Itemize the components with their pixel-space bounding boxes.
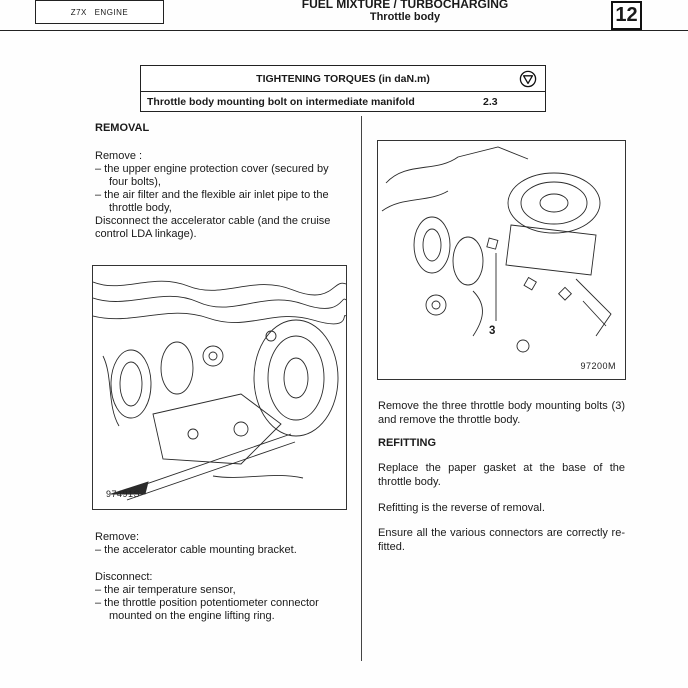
header-divider bbox=[0, 30, 688, 31]
remove-intro: Remove : bbox=[95, 150, 143, 162]
figure-reference: 97491S bbox=[106, 489, 141, 499]
torque-table-header bbox=[141, 66, 545, 92]
connectors-para: Ensure all the various connectors are correctly re-fitted. bbox=[378, 527, 625, 553]
engine-bay-drawing bbox=[93, 266, 346, 509]
remove-item: – the upper engine protection cover (secured by four bolts), bbox=[95, 163, 329, 188]
refitting-heading: REFITTING bbox=[378, 437, 437, 449]
column-divider bbox=[361, 116, 362, 661]
engine-label: Z7X ENGINE bbox=[70, 7, 129, 17]
gasket-para: Replace the paper gasket at the base of the throttle body. bbox=[378, 462, 625, 488]
throttle-body-drawing bbox=[378, 141, 625, 379]
remove-item: – the air filter and the flexible air inlet pipe to the throttle body, bbox=[95, 189, 329, 214]
remove-throttle-body-para: Remove the three throttle body mounting bolts (3) and remove the throttle body. bbox=[378, 400, 625, 426]
figure-callout-3: 3 bbox=[489, 325, 496, 337]
page-number: 12 bbox=[615, 4, 638, 26]
disconnect-intro: Disconnect: bbox=[95, 571, 153, 583]
removal-heading: REMOVAL bbox=[95, 122, 150, 134]
remove2-item: – the accelerator cable mounting bracket. bbox=[95, 544, 297, 556]
remove-bracket-instructions bbox=[95, 531, 349, 557]
tightening-torques-table bbox=[140, 65, 546, 112]
torque-table-title: TIGHTENING TORQUES (in daN.m) bbox=[256, 72, 430, 85]
torque-symbol-icon bbox=[519, 70, 537, 88]
torque-table-row bbox=[141, 92, 545, 111]
torque-row-label: Throttle body mounting bolt on intermediate manifold bbox=[147, 95, 415, 108]
disconnect-item: – the throttle position potentiometer connector mounted on the engine lifting ring. bbox=[95, 597, 319, 622]
engine-bay-figure bbox=[92, 265, 347, 510]
torque-row-value: 2.3 bbox=[483, 95, 498, 108]
disconnect-item: – the air temperature sensor, bbox=[95, 584, 236, 596]
page-number-box bbox=[611, 1, 642, 30]
engine-label-box bbox=[35, 0, 164, 24]
reverse-para: Refitting is the reverse of removal. bbox=[378, 502, 545, 514]
disconnect-note: Disconnect the accelerator cable (and the cruise control LDA linkage). bbox=[95, 215, 331, 240]
figure-reference: 97200M bbox=[580, 361, 616, 371]
disconnect-instructions bbox=[95, 571, 349, 623]
title-line-1: FUEL MIXTURE / TURBOCHARGING bbox=[301, 0, 509, 11]
removal-instructions bbox=[95, 150, 349, 241]
throttle-body-figure bbox=[377, 140, 626, 380]
remove2-intro: Remove: bbox=[95, 531, 140, 543]
title-line-2: Throttle body bbox=[369, 11, 441, 23]
page-title bbox=[270, 0, 540, 24]
